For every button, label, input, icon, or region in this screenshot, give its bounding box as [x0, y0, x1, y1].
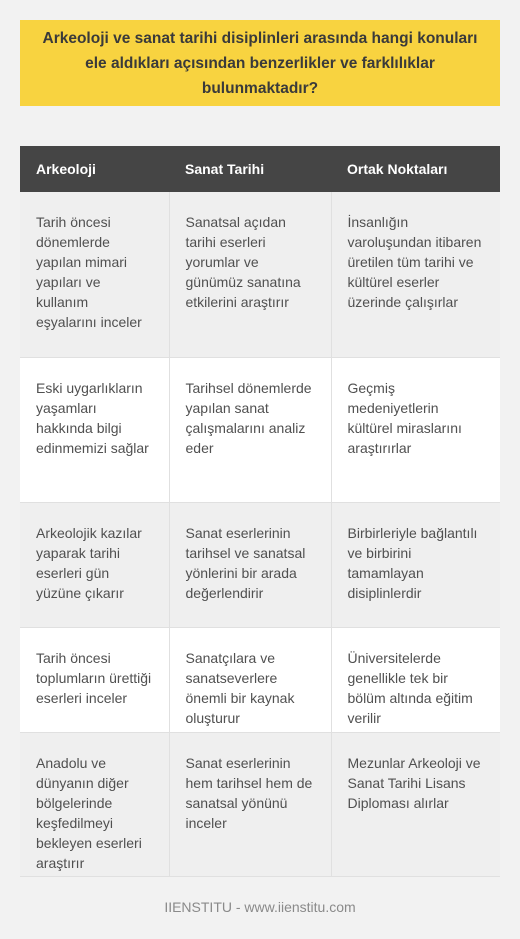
table-row: [20, 192, 500, 357]
comparison-table: [20, 146, 500, 877]
table-cell: Üniversitelerde genellikle tek bir bölüm altında eğitim verilir: [331, 627, 500, 732]
table-cell: Arkeolojik kazılar yaparak tarihi eserleri gün yüzüne çıkarır: [20, 502, 169, 627]
table-cell: Sanat eserlerinin hem tarihsel hem de sanatsal yönünü inceler: [169, 732, 331, 876]
column-header-ortak-noktalari: Ortak Noktaları: [331, 146, 500, 192]
table-cell: Geçmiş medeniyetlerin kültürel miraslarını araştırırlar: [331, 357, 500, 502]
table-cell: Tarihsel dönemlerde yapılan sanat çalışmalarını analiz eder: [169, 357, 331, 502]
table-row: [20, 357, 500, 502]
table-cell: Anadolu ve dünyanın diğer bölgelerinde keşfedilmeyi bekleyen eserleri araştırır: [20, 732, 169, 876]
table-cell: Eski uygarlıkların yaşamları hakkında bilgi edinmemizi sağlar: [20, 357, 169, 502]
table-cell: İnsanlığın varoluşundan itibaren üretilen tüm tarihi ve kültürel eserler üzerinde çalışırlar: [331, 192, 500, 357]
table-row: [20, 502, 500, 627]
table-cell: Mezunlar Arkeoloji ve Sanat Tarihi Lisans Diploması alırlar: [331, 732, 500, 876]
column-header-arkeoloji: Arkeoloji: [20, 146, 169, 192]
table-header-row: [20, 146, 500, 192]
table-cell: Sanatsal açıdan tarihi eserleri yorumlar ve günümüz sanatına etkilerini araştırır: [169, 192, 331, 357]
table-row: [20, 732, 500, 876]
table-cell: Birbirleriyle bağlantılı ve birbirini tamamlayan disiplinlerdir: [331, 502, 500, 627]
title-banner: [20, 20, 500, 106]
table-cell: Tarih öncesi toplumların ürettiği eserleri inceler: [20, 627, 169, 732]
table-cell: Tarih öncesi dönemlerde yapılan mimari yapıları ve kullanım eşyalarını inceler: [20, 192, 169, 357]
footer-credit: IIENSTITU - www.iienstitu.com: [164, 899, 356, 915]
table-cell: Sanatçılara ve sanatseverlere önemli bir kaynak oluşturur: [169, 627, 331, 732]
table-cell: Sanat eserlerinin tarihsel ve sanatsal yönlerini bir arada değerlendirir: [169, 502, 331, 627]
comparison-table-container: [20, 146, 500, 876]
page-title: Arkeoloji ve sanat tarihi disiplinleri arasında hangi konuları ele aldıkları açısından benzerlikler ve farklılıklar bulunmaktadır?: [42, 29, 478, 97]
table-row: [20, 627, 500, 732]
column-header-sanat-tarihi: Sanat Tarihi: [169, 146, 331, 192]
